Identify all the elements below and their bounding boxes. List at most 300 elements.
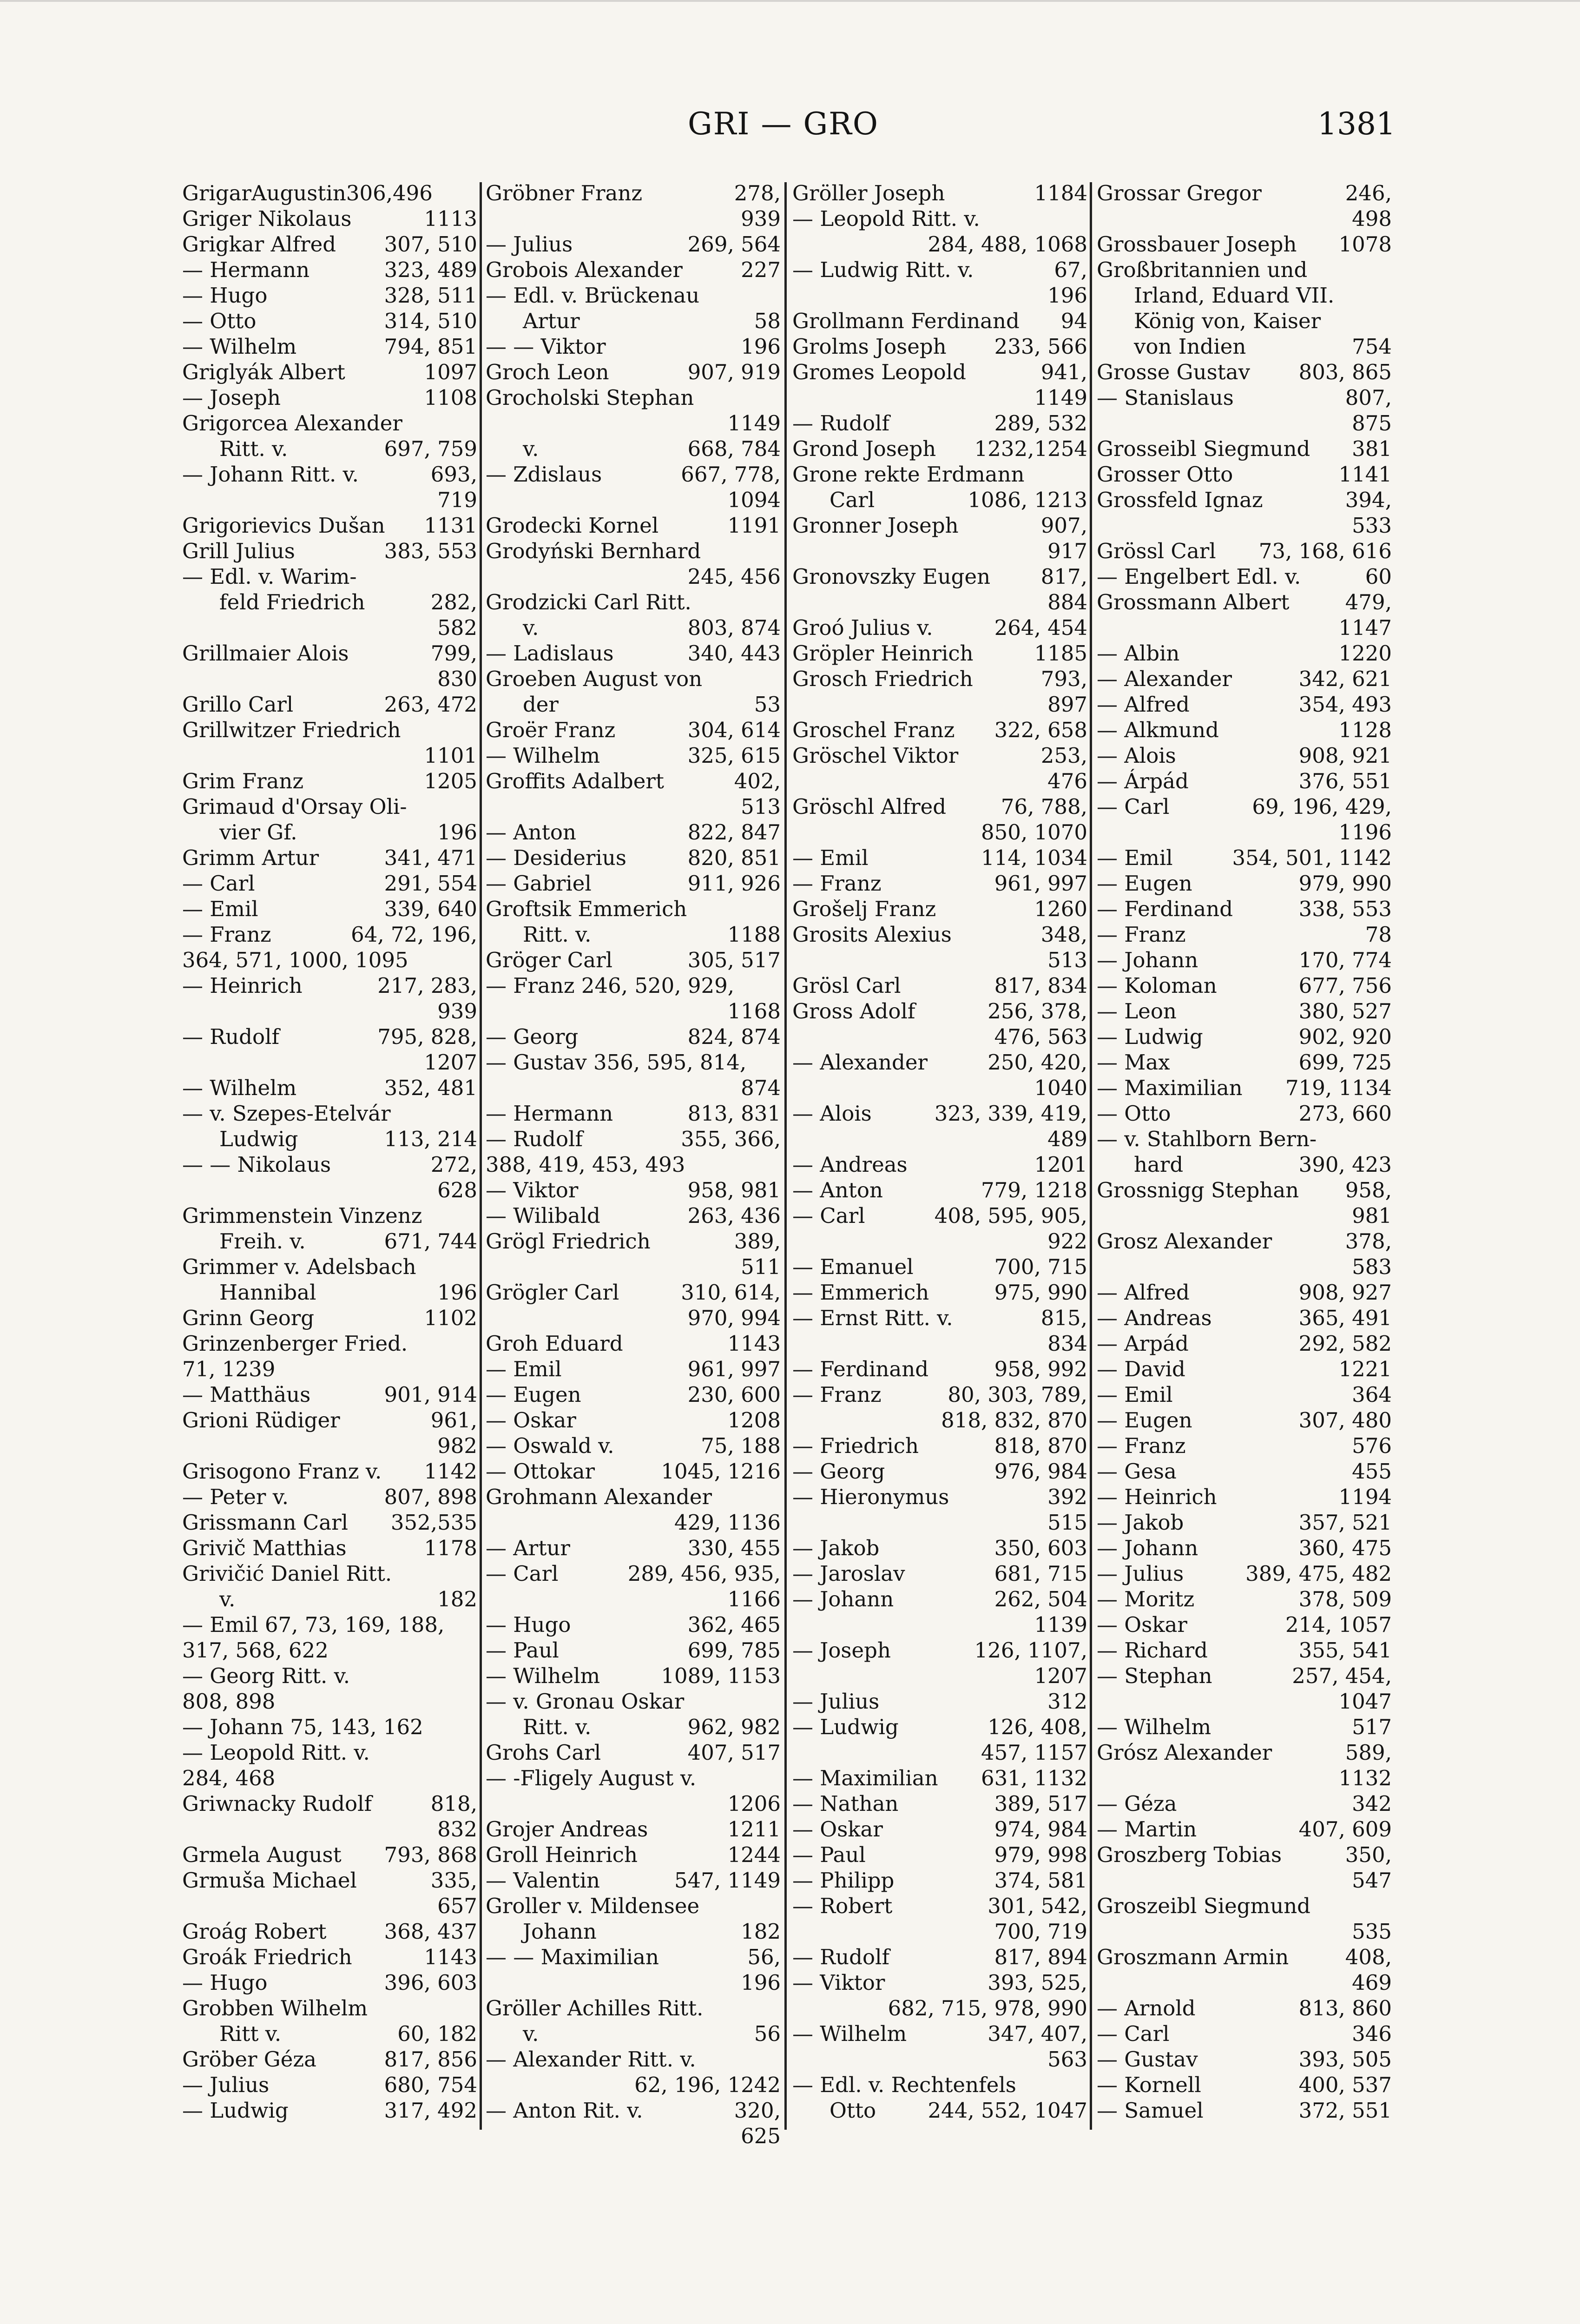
entry-pages: 457, 1157 (981, 1740, 1087, 1765)
index-entry (792, 1075, 1087, 1101)
index-entry (1097, 1944, 1392, 1970)
entry-pages: 372, 551 (1298, 2098, 1392, 2123)
entry-pages: 589, (1345, 1740, 1392, 1765)
index-entry (792, 1893, 1087, 1919)
index-entry (182, 819, 477, 845)
entry-name: — Eugen (1097, 1408, 1192, 1433)
entry-pages: 961, (430, 1408, 477, 1433)
entry-pages: 342, 621 (1298, 667, 1392, 691)
entry-name: Grosser Otto (1097, 462, 1233, 487)
entry-pages: 126, 408, (988, 1715, 1087, 1739)
entry-pages: 779, 1218 (981, 1178, 1087, 1202)
index-entry (792, 257, 1087, 283)
index-entry (1097, 1407, 1392, 1433)
entry-pages: 325, 615 (687, 743, 781, 768)
entry-pages: 517 (1352, 1715, 1392, 1739)
entry-name: — Joseph (792, 1638, 891, 1663)
entry-pages: 310, 614, (681, 1280, 781, 1305)
entry-pages: 476, 563 (994, 1024, 1087, 1049)
index-entry (792, 2047, 1087, 2072)
entry-name: von Indien (1134, 334, 1246, 359)
entry-pages: 1040 (1034, 1076, 1087, 1100)
index-entry (1097, 1356, 1392, 1382)
entry-pages: 73, 168, 616 (1258, 539, 1392, 563)
entry-name: Grigorievics Dušan (182, 513, 385, 538)
index-entry (486, 794, 781, 819)
entry-name: — Wilhelm (182, 1076, 297, 1100)
index-entry (792, 1995, 1087, 2021)
entry-pages: 1188 (727, 922, 781, 947)
index-entry (182, 283, 477, 308)
entry-pages: 818, (430, 1791, 477, 1816)
entry-pages: 246, (1345, 181, 1392, 205)
entry-pages: 1185 (1034, 641, 1087, 666)
entry-pages: 818, 870 (994, 1433, 1087, 1458)
index-entry (792, 359, 1087, 385)
entry-pages: 1191 (727, 513, 781, 538)
entry-pages: 364 (1352, 1382, 1392, 1407)
entry-pages: 354, 493 (1298, 692, 1392, 717)
entry-name: — Wilhelm (486, 1664, 600, 1688)
entry-name: — Heinrich (182, 973, 303, 998)
entry-name: — — Viktor (486, 334, 606, 359)
entry-name: Griwnacky Rudolf (182, 1791, 372, 1816)
index-entry (182, 1612, 477, 1637)
index-entry (792, 871, 1087, 896)
entry-name: Ritt. v. (523, 922, 592, 947)
index-entry (792, 1791, 1087, 1816)
index-entry (486, 180, 781, 206)
entry-name: Grosz Alexander (1097, 1229, 1272, 1254)
index-entry (486, 922, 781, 947)
entry-pages: 476 (1047, 769, 1087, 793)
index-entry (486, 640, 781, 666)
entry-pages: 1196 (1338, 820, 1392, 845)
entry-name: — Georg (792, 1459, 885, 1484)
index-entry (792, 819, 1087, 845)
entry-pages: 1141 (1338, 462, 1392, 487)
entry-pages: 547 (1352, 1868, 1392, 1893)
entry-name: — Paul (792, 1842, 866, 1867)
entry-pages: 939 (741, 206, 781, 231)
entry-pages: 170, 774 (1298, 948, 1392, 972)
index-entry (486, 1382, 781, 1407)
entry-name: Groll Heinrich (486, 1842, 638, 1867)
entry-name: — Emil (1097, 1382, 1173, 1407)
entry-pages: 1207 (424, 1050, 477, 1075)
index-entry (486, 1944, 781, 1970)
entry-name: — Stanislaus (1097, 385, 1234, 410)
index-column-2 (486, 180, 781, 2149)
entry-pages: 576 (1352, 1433, 1392, 1458)
index-entry (486, 564, 781, 589)
entry-name: Groller v. Mildensee (486, 1894, 700, 1918)
entry-name: — Georg Ritt. v. (182, 1664, 350, 1688)
entry-name: — Alkmund (1097, 718, 1219, 742)
entry-name: Ludwig (219, 1127, 298, 1151)
entry-pages: 681, 715 (994, 1561, 1087, 1586)
index-entry (1097, 308, 1392, 334)
entry-name: — Zdislaus (486, 462, 602, 487)
entry-pages: 1194 (1338, 1485, 1392, 1509)
entry-name: Groszmann Armin (1097, 1945, 1289, 1969)
index-entry (486, 1280, 781, 1305)
entry-name: — Artur (486, 1536, 570, 1560)
entry-pages: 304, 614 (687, 718, 781, 742)
index-entry (182, 1868, 477, 1893)
entry-pages: 1208 (727, 1408, 781, 1433)
index-entry (182, 1561, 477, 1586)
entry-name: Grössl Carl (1097, 539, 1216, 563)
entry-name: — Johann 75, 143, 162 (182, 1715, 423, 1739)
index-entry (486, 1024, 781, 1050)
entry-name: — Ferdinand (792, 1357, 929, 1381)
index-entry (486, 1535, 781, 1561)
index-entry (1097, 2098, 1392, 2123)
entry-pages: 69, 196, 429, (1252, 794, 1392, 819)
entry-pages: 196 (741, 334, 781, 359)
entry-pages: 380, 527 (1298, 999, 1392, 1023)
entry-name: — Samuel (1097, 2098, 1204, 2123)
index-entry (486, 1433, 781, 1459)
entry-pages: 582 (437, 615, 477, 640)
index-entry (486, 1816, 781, 1842)
entry-name: Grone rekte Erdmann (792, 462, 1025, 487)
entry-name: — Viktor (792, 1970, 885, 1995)
index-entry (1097, 180, 1392, 206)
index-entry (1097, 666, 1392, 692)
entry-pages: 381 (1352, 436, 1392, 461)
index-entry (792, 1765, 1087, 1791)
entry-pages: 272, (430, 1152, 477, 1177)
entry-name: — Leon (1097, 999, 1177, 1023)
entry-pages: 1047 (1338, 1689, 1392, 1714)
index-entry (792, 1331, 1087, 1356)
entry-name: Grossmann Albert (1097, 590, 1290, 614)
entry-name: Grohs Carl (486, 1740, 601, 1765)
entry-name: — Ottokar (486, 1459, 595, 1484)
entry-name: — Paul (486, 1638, 559, 1663)
entry-pages: 78 (1365, 922, 1392, 947)
index-entry (1097, 513, 1392, 538)
index-entry (182, 1254, 477, 1280)
entry-pages: 307, 480 (1298, 1408, 1392, 1433)
index-entry (1097, 385, 1392, 410)
entry-name: — Johann (1097, 1536, 1198, 1560)
index-entry (1097, 1484, 1392, 1510)
entry-name: Grocholski Stephan (486, 385, 694, 410)
index-entry (792, 1126, 1087, 1152)
entry-pages: 126, 1107, (974, 1638, 1087, 1663)
entry-pages: 817, 856 (384, 2047, 477, 2072)
entry-pages: 979, 998 (994, 1842, 1087, 1867)
entry-pages: 884 (1047, 590, 1087, 614)
index-entry (182, 1816, 477, 1842)
entry-name: Grinzenberger Fried. (182, 1331, 408, 1356)
index-entry (792, 947, 1087, 973)
index-entry (792, 308, 1087, 334)
entry-pages: 389, 517 (994, 1791, 1087, 1816)
index-entry (182, 1331, 477, 1356)
entry-name: — Anton (486, 820, 576, 845)
index-entry (486, 1075, 781, 1101)
entry-name: Groeben August von (486, 667, 703, 691)
index-entry (486, 1637, 781, 1663)
entry-name: — Edl. v. Brückenau (486, 283, 700, 308)
index-entry (792, 385, 1087, 410)
entry-pages: 348, (1040, 922, 1087, 947)
index-entry (486, 1663, 781, 1689)
index-entry (792, 973, 1087, 998)
index-entry (486, 231, 781, 257)
index-entry (792, 1944, 1087, 1970)
entry-pages: 350, (1345, 1842, 1392, 1867)
index-entry (792, 2072, 1087, 2098)
entry-name: — Leopold Ritt. v. (182, 1740, 370, 1765)
index-entry (182, 845, 477, 871)
entry-pages: 807, 898 (384, 1485, 477, 1509)
index-entry (1097, 283, 1392, 308)
entry-pages: 350, 603 (994, 1536, 1087, 1560)
index-entry (182, 1024, 477, 1050)
entry-name: — Koloman (1097, 973, 1217, 998)
index-entry (1097, 436, 1392, 462)
entry-name: — Kornell (1097, 2073, 1201, 2097)
page-number: 1381 (1317, 106, 1396, 142)
entry-name: Grollmann Ferdinand (792, 309, 1020, 333)
entry-name: — Alexander (792, 1050, 928, 1075)
index-entry (1097, 845, 1392, 871)
entry-pages: 60 (1365, 564, 1392, 589)
entry-name: Grigkar Alfred (182, 232, 336, 257)
entry-name: — Heinrich (1097, 1485, 1217, 1509)
entry-pages: 355, 366, (681, 1127, 781, 1151)
entry-pages: 799, (430, 641, 477, 666)
index-entry (486, 717, 781, 743)
entry-pages: 323, 489 (384, 257, 477, 282)
index-entry (1097, 1561, 1392, 1586)
entry-pages: 196 (437, 820, 477, 845)
entry-pages: 939 (437, 999, 477, 1023)
index-entry (792, 1228, 1087, 1254)
entry-name: Grmela August (182, 1842, 342, 1867)
entry-pages: 917 (1047, 539, 1087, 563)
entry-pages: 278, (734, 181, 781, 205)
entry-name: Grissmann Carl (182, 1510, 348, 1535)
entry-pages: 273, 660 (1298, 1101, 1392, 1126)
index-entry (182, 1484, 477, 1510)
entry-pages: 897 (1047, 692, 1087, 717)
entry-name: — Ludwig (182, 2098, 289, 2123)
index-entry (1097, 1535, 1392, 1561)
index-column-3 (792, 180, 1087, 2123)
entry-pages: 182 (741, 1919, 781, 1944)
entry-pages: 196 (741, 1970, 781, 1995)
index-entry (1097, 998, 1392, 1024)
entry-pages: 513 (741, 794, 781, 819)
entry-name: Gröschel Viktor (792, 743, 959, 768)
index-entry (182, 589, 477, 615)
entry-pages: 1142 (424, 1459, 477, 1484)
entry-name: Grodecki Kornel (486, 513, 659, 538)
entry-pages: 547, 1149 (674, 1868, 781, 1893)
index-column-1 (182, 180, 477, 2123)
entry-name: — Anton Rit. v. (486, 2098, 643, 2123)
index-entry (182, 794, 477, 819)
column-rule (480, 182, 482, 2130)
entry-name: — Ludwig Ritt. v. (792, 257, 974, 282)
entry-pages: 1220 (1338, 641, 1392, 666)
entry-name: Gröller Achilles Ritt. (486, 1996, 704, 2020)
index-entry (1097, 819, 1392, 845)
index-entry (182, 334, 477, 359)
entry-name: — Hermann (486, 1101, 613, 1126)
scan-edge (0, 0, 1580, 2)
entry-name: Großbritannien und (1097, 257, 1308, 282)
entry-name: 808, 898 (182, 1689, 276, 1714)
entry-pages: 834 (1047, 1331, 1087, 1356)
entry-pages: 67, (1054, 257, 1087, 282)
entry-pages: 376, 551 (1298, 769, 1392, 793)
entry-pages: 874 (741, 1076, 781, 1100)
entry-name: — Wilhelm (486, 743, 600, 768)
entry-name: — Gustav (1097, 2047, 1198, 2072)
index-entry (792, 1663, 1087, 1689)
entry-name: — Carl (486, 1561, 559, 1586)
entry-pages: 75, 188 (701, 1433, 781, 1458)
entry-name: Grimmer v. Adelsbach (182, 1254, 416, 1279)
entry-pages: 515 (1047, 1510, 1087, 1535)
entry-pages: 563 (1047, 2047, 1087, 2072)
entry-name: Grimm Artur (182, 845, 319, 870)
index-entry (486, 1126, 781, 1152)
entry-pages: 830 (437, 667, 477, 691)
entry-pages: 429, 1136 (674, 1510, 781, 1535)
entry-pages: 355, 541 (1298, 1638, 1392, 1663)
index-entry (182, 1740, 477, 1765)
entry-name: Grögl Friedrich (486, 1229, 651, 1254)
entry-name: — Ludwig (1097, 1024, 1203, 1049)
entry-name: — Johann Ritt. v. (182, 462, 359, 487)
index-entry (792, 615, 1087, 640)
index-entry (182, 257, 477, 283)
entry-name: — Ernst Ritt. v. (792, 1306, 953, 1330)
index-entry (182, 1510, 477, 1535)
entry-pages: 314, 510 (384, 309, 477, 333)
entry-pages: 341, 471 (384, 845, 477, 870)
entry-pages: 970, 994 (687, 1306, 781, 1330)
entry-pages: 1211 (727, 1817, 781, 1842)
index-entry (792, 1177, 1087, 1203)
entry-pages: 284, 488, 1068 (928, 232, 1087, 257)
index-entry (1097, 640, 1392, 666)
entry-name: 71, 1239 (182, 1357, 276, 1381)
entry-name: — Andreas (792, 1152, 908, 1177)
index-entry (1097, 1740, 1392, 1765)
entry-pages: 958, 992 (994, 1357, 1087, 1381)
entry-pages: 682, 715, 978, 990 (888, 1996, 1087, 2020)
index-entry (486, 206, 781, 231)
index-entry (1097, 1050, 1392, 1075)
entry-pages: 214, 1057 (1285, 1612, 1392, 1637)
index-entry (792, 1433, 1087, 1459)
index-entry (792, 998, 1087, 1024)
entry-name: v. (523, 436, 539, 461)
entry-pages: 793, (1040, 667, 1087, 691)
index-entry (792, 1459, 1087, 1484)
index-entry (182, 1995, 477, 2021)
entry-name: Gröpler Heinrich (792, 641, 974, 666)
entry-name: — Stephan (1097, 1664, 1212, 1688)
entry-pages: 754 (1352, 334, 1392, 359)
index-entry (182, 640, 477, 666)
entry-pages: 94 (1060, 309, 1087, 333)
index-entry (486, 2072, 781, 2098)
index-entry (486, 1356, 781, 1382)
entry-name: Gröbner Franz (486, 181, 643, 205)
entry-pages: 699, 725 (1298, 1050, 1392, 1075)
index-entry (1097, 794, 1392, 819)
index-entry (1097, 1995, 1392, 2021)
entry-pages: 1147 (1338, 615, 1392, 640)
index-entry (182, 717, 477, 743)
entry-name: — David (1097, 1357, 1185, 1381)
entry-pages: 400, 537 (1298, 2073, 1392, 2097)
index-entry (486, 1484, 781, 1510)
index-entry (1097, 359, 1392, 385)
entry-pages: 62, 196, 1242 (634, 2073, 781, 2097)
entry-pages: 1184 (1034, 181, 1087, 205)
index-entry (486, 487, 781, 513)
index-entry (486, 2047, 781, 2072)
entry-name: 317, 568, 622 (182, 1638, 329, 1663)
entry-pages: 700, 715 (994, 1254, 1087, 1279)
entry-pages: 820, 851 (687, 845, 781, 870)
entry-pages: 1221 (1338, 1357, 1392, 1381)
index-entry (182, 1765, 477, 1791)
entry-name: König von, Kaiser (1134, 309, 1321, 333)
index-entry (1097, 1816, 1392, 1842)
index-entry (182, 1382, 477, 1407)
entry-name: Groër Franz (486, 718, 616, 742)
entry-pages: 535 (1352, 1919, 1392, 1944)
index-entry (182, 1407, 477, 1433)
index-entry (792, 1024, 1087, 1050)
index-entry (792, 1535, 1087, 1561)
entry-pages: 1168 (727, 999, 781, 1023)
entry-name: — Carl (792, 1203, 865, 1228)
index-entry (486, 692, 781, 717)
index-entry (486, 1459, 781, 1484)
entry-name: Grinn Georg (182, 1306, 315, 1330)
entry-pages: 813, 860 (1298, 1996, 1392, 2020)
index-entry (1097, 743, 1392, 768)
entry-pages: 1260 (1034, 897, 1087, 921)
entry-pages: 981 (1352, 1203, 1392, 1228)
index-entry (792, 1407, 1087, 1433)
index-entry (1097, 1280, 1392, 1305)
index-entry (182, 436, 477, 462)
entry-name: Freih. v. (219, 1229, 306, 1254)
index-entry (486, 1740, 781, 1765)
index-entry (792, 1714, 1087, 1740)
index-entry (182, 1586, 477, 1612)
entry-name: — Friedrich (792, 1433, 919, 1458)
entry-pages: 668, 784 (687, 436, 781, 461)
entry-name: Grigorcea Alexander (182, 411, 402, 436)
entry-name: — Wilhelm (1097, 1715, 1211, 1739)
entry-name: — Matthäus (182, 1382, 311, 1407)
